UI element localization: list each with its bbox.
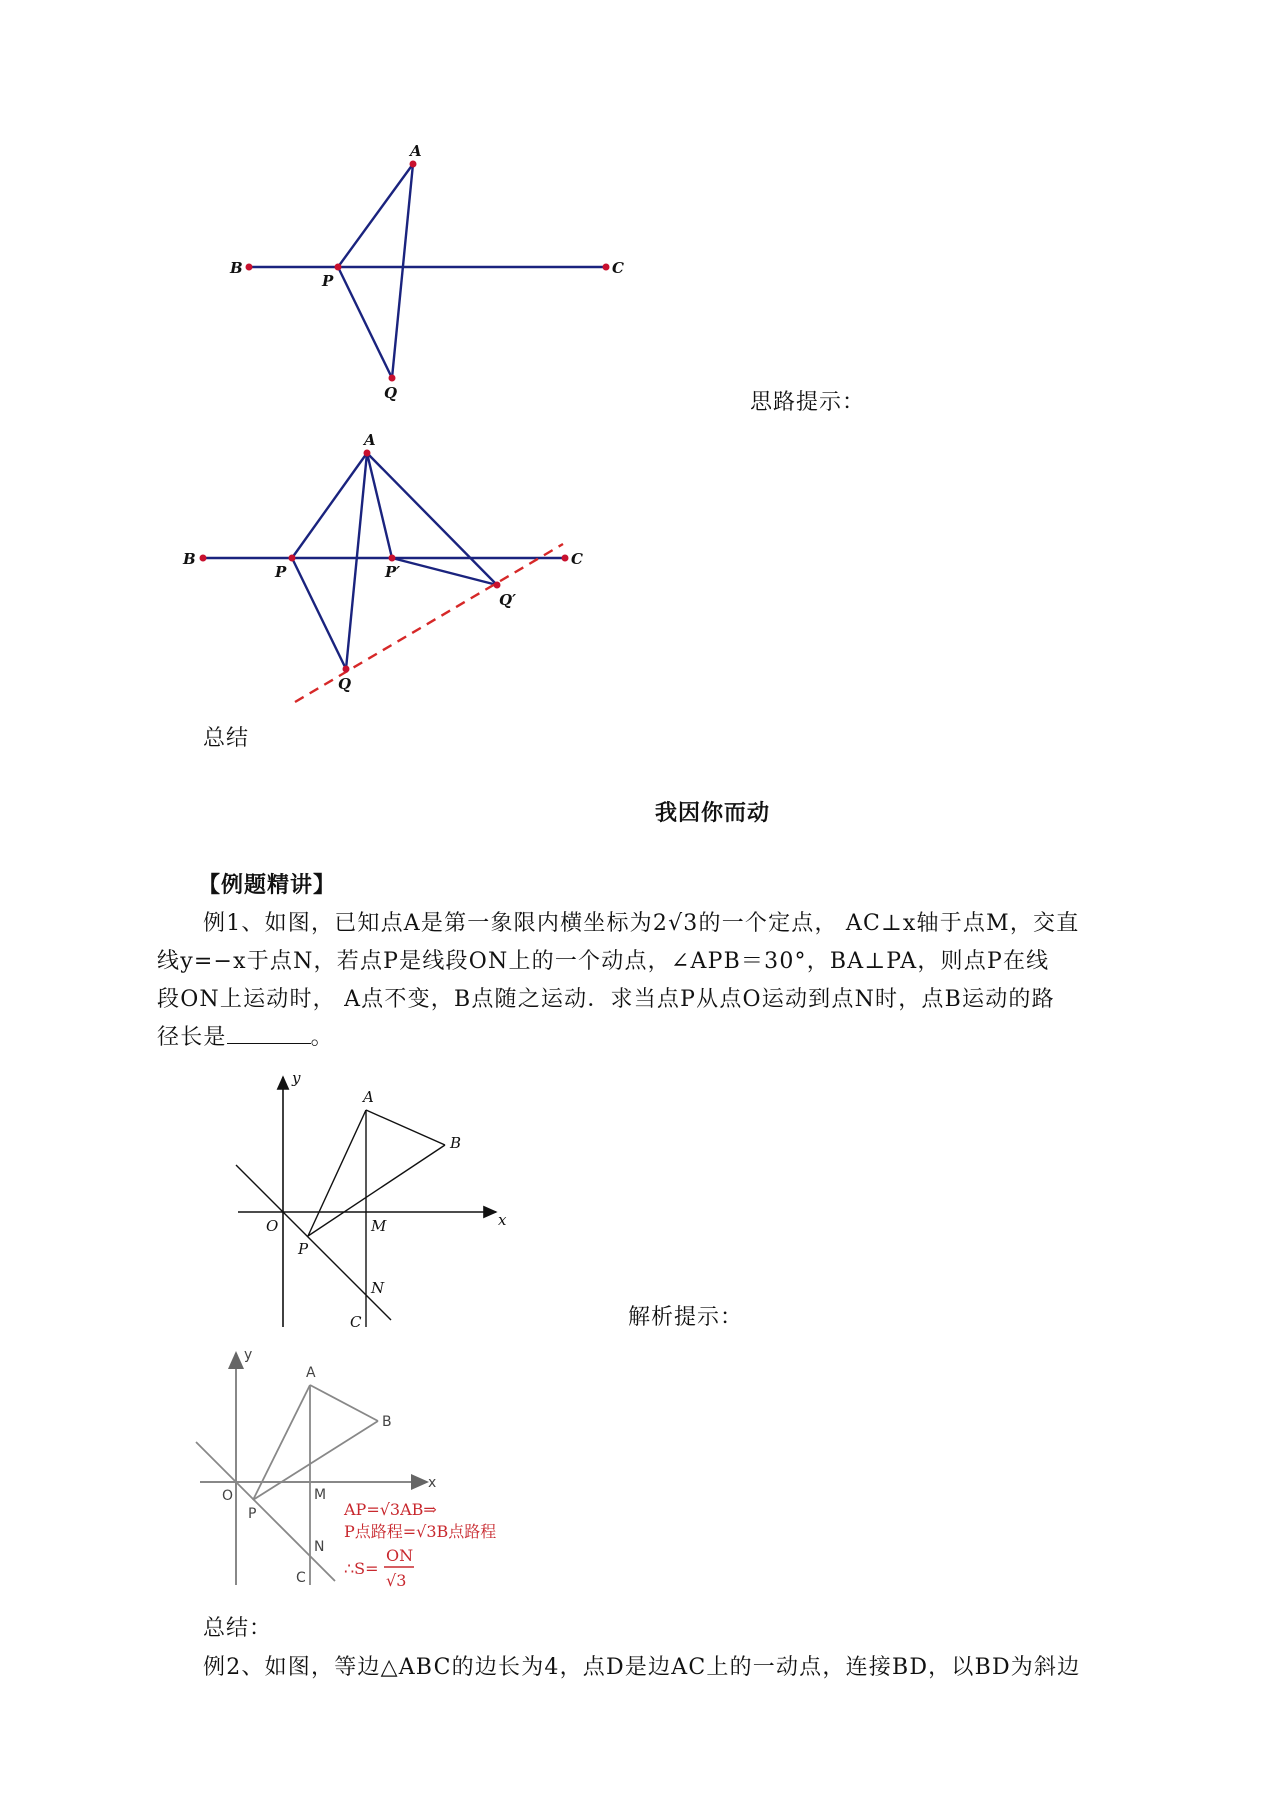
example-1-line-4 xyxy=(157,1019,1055,1057)
example-1-body xyxy=(157,943,1055,1057)
label-Q-prime: Q′ xyxy=(499,591,517,609)
examples-header: 【例题精讲】 xyxy=(198,872,337,898)
label-A: A xyxy=(363,1088,374,1106)
summary-label-2: 总结： xyxy=(203,1616,273,1641)
label-P: P xyxy=(298,1240,309,1258)
example-1-line-4-suffix: 。 xyxy=(310,1025,334,1050)
hint-label-1: 思路提示： xyxy=(750,390,866,415)
label-Q: Q xyxy=(384,384,398,402)
note-line-3: ∴S= xyxy=(344,1559,379,1578)
example-1 xyxy=(203,905,1079,943)
example-1-line-1: 例1、如图，已知点A是第一象限内横坐标为2√3的一个定点， AC⊥x轴于点M，交直 xyxy=(203,911,1080,936)
note-frac-den: √3 xyxy=(386,1571,407,1590)
label-B: B xyxy=(230,259,243,277)
label-x: x xyxy=(498,1211,507,1229)
figure-2 xyxy=(175,430,595,705)
label-M: M xyxy=(371,1217,387,1235)
label-P: P xyxy=(275,563,287,581)
label-N: N xyxy=(314,1539,325,1555)
note-line-1: AP=√3AB⇒ xyxy=(344,1500,437,1519)
figure-3 xyxy=(228,1065,518,1340)
label-M: M xyxy=(314,1487,327,1503)
label-C: C xyxy=(350,1313,362,1331)
label-C: C xyxy=(571,550,583,568)
summary-label-1: 总结 xyxy=(203,726,250,751)
label-B: B xyxy=(450,1134,462,1152)
label-P-prime: P′ xyxy=(385,563,401,581)
example-1-line-4-prefix: 径长是 xyxy=(157,1025,227,1050)
answer-blank xyxy=(227,1025,311,1044)
hint-label-2: 解析提示： xyxy=(628,1305,744,1330)
label-O: O xyxy=(266,1217,279,1235)
example-2-line-1: 例2、如图，等边△ABC的边长为4，点D是边AC上的一动点，连接BD，以BD为斜边 xyxy=(203,1655,1081,1680)
label-A: A xyxy=(364,431,376,449)
label-x: x xyxy=(428,1475,437,1491)
label-A: A xyxy=(410,142,422,160)
label-y: y xyxy=(292,1069,301,1087)
label-P: P xyxy=(322,272,334,290)
label-C: C xyxy=(612,259,624,277)
figure-1 xyxy=(220,140,640,410)
example-1-line-3: 段ON上运动时， A点不变，B点随之运动．求当点P从点O运动到点N时，点B运动的路 xyxy=(157,987,1055,1012)
label-B: B xyxy=(183,550,196,568)
example-1-line-2: 线y=−x于点N，若点P是线段ON上的一个动点，∠APB＝30°，BA⊥PA，则点P在线 xyxy=(157,949,1050,974)
label-N: N xyxy=(371,1279,385,1297)
label-C: C xyxy=(296,1570,306,1586)
note-line-2: P点路程=√3B点路程 xyxy=(344,1522,497,1541)
section-title: 我因你而动 xyxy=(655,800,771,826)
label-O: O xyxy=(222,1488,234,1504)
label-A: A xyxy=(306,1365,316,1381)
figure-4 xyxy=(190,1345,545,1595)
note-frac-num: ON xyxy=(386,1546,414,1565)
label-B: B xyxy=(382,1414,392,1430)
label-P: P xyxy=(248,1506,257,1522)
label-Q: Q xyxy=(338,675,352,693)
label-y: y xyxy=(244,1347,253,1363)
